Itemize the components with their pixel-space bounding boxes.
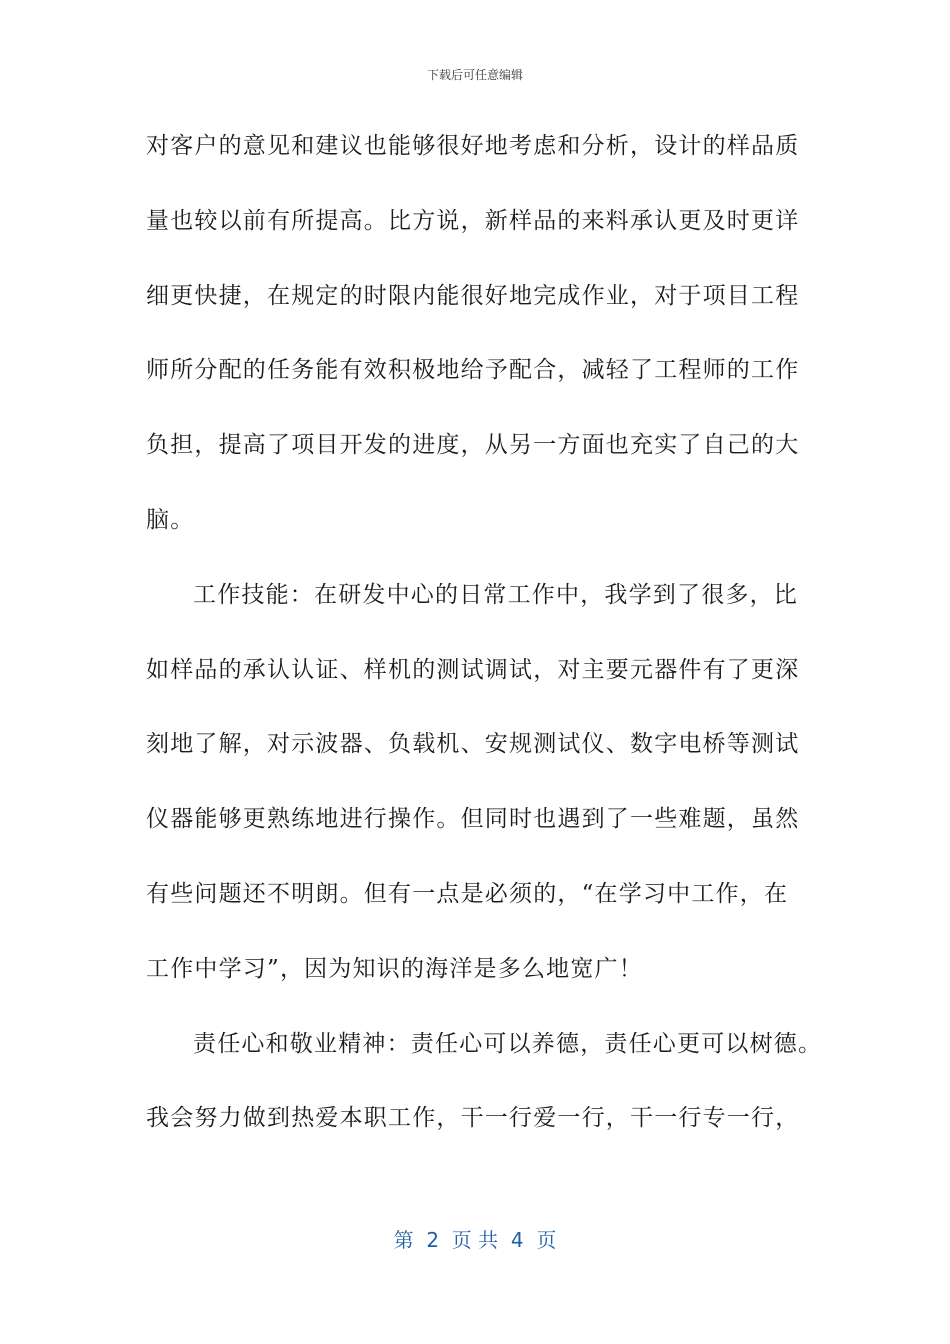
text-line: 量也较以前有所提高。比方说，新样品的来料承认更及时更详 (146, 207, 800, 234)
page-number-footer: 第 2 页 共 4 页 (393, 1228, 557, 1252)
text-line: 细更快捷，在规定的时限内能很好地完成作业，对于项目工程 (146, 282, 800, 309)
text-line: 如样品的承认认证、样机的测试调试，对主要元器件有了更深 (146, 656, 800, 683)
text-line: 仪器能够更熟练地进行操作。但同时也遇到了一些难题，虽然 (146, 806, 800, 833)
text-line: 对客户的意见和建议也能够很好地考虑和分析，设计的样品质 (146, 133, 800, 159)
text-line: 脑。 (146, 506, 195, 533)
paragraph-start-line: 工作技能：在研发中心的日常工作中，我学到了很多，比 (193, 581, 798, 608)
text-line: 工作中学习”，因为知识的海洋是多么地宽广！ (146, 955, 643, 982)
text-line: 师所分配的任务能有效积极地给予配合，减轻了工程师的工作 (146, 357, 800, 384)
text-line: 刻地了解，对示波器、负载机、安规测试仪、数字电桥等测试 (146, 731, 800, 758)
text-line: 有些问题还不明朗。但有一点是必须的，“在学习中工作，在 (146, 880, 789, 907)
text-line: 负担，提高了项目开发的进度，从另一方面也充实了自己的大 (146, 432, 800, 459)
header-note: 下载后可任意编辑 (426, 68, 523, 82)
paragraph-start-line: 责任心和敬业精神：责任心可以养德，责任心更可以树德。 (193, 1030, 823, 1057)
text-line: 我会努力做到热爱本职工作，干一行爱一行，干一行专一行， (146, 1105, 800, 1132)
body-text (146, 126, 826, 1173)
